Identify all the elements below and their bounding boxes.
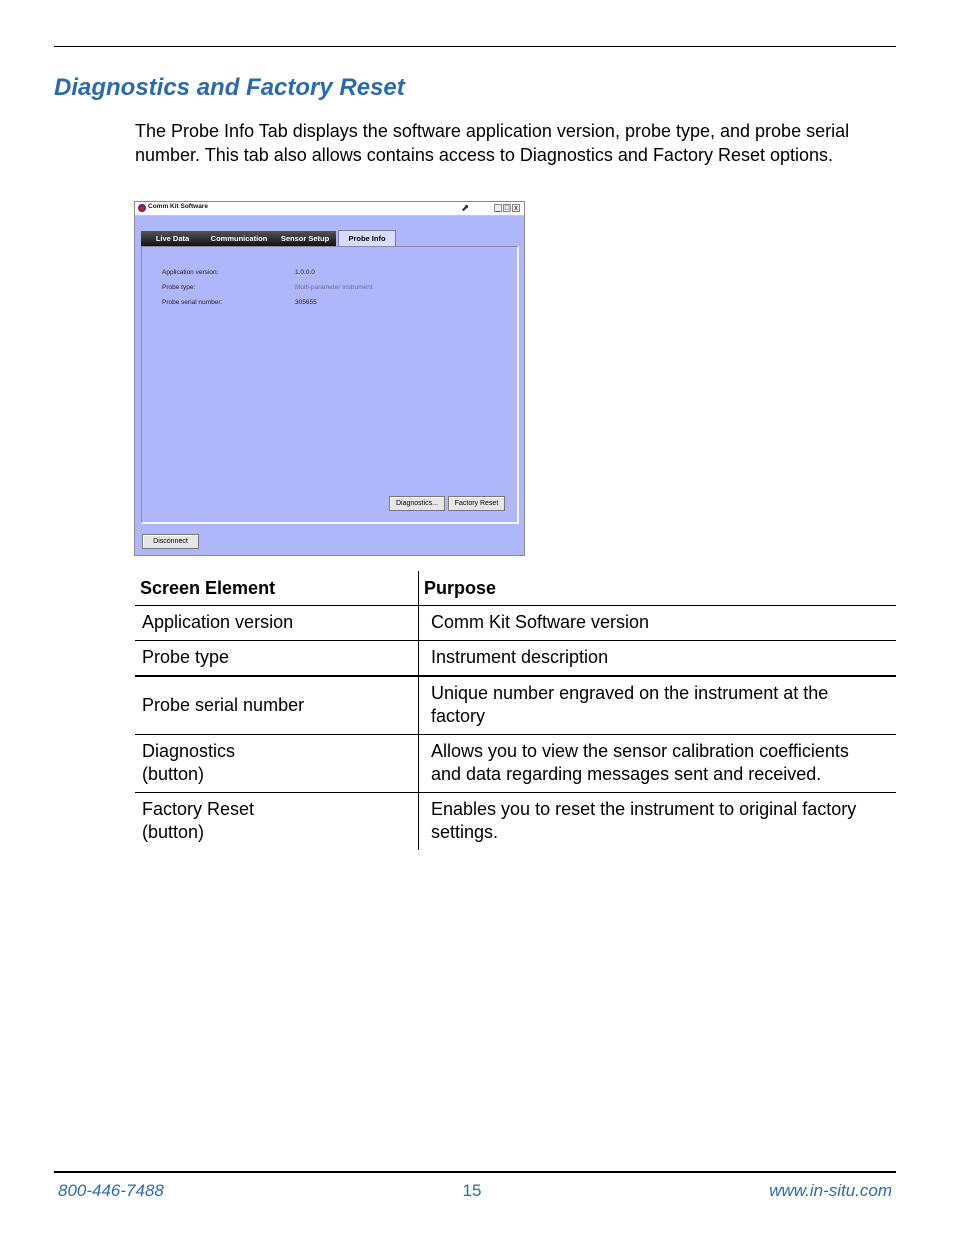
table-cell-purpose bbox=[419, 676, 897, 735]
cell-text: Application version bbox=[142, 612, 294, 632]
maximize-icon[interactable]: □ bbox=[504, 205, 510, 212]
cell-text: settings. bbox=[431, 822, 499, 842]
table-row bbox=[135, 676, 896, 735]
table-row bbox=[135, 735, 896, 793]
table-cell-purpose bbox=[419, 641, 897, 677]
probe-serial-value: 305655 bbox=[295, 299, 317, 306]
footer-phone: 800-446-7488 bbox=[58, 1181, 164, 1200]
tab-communication[interactable]: Communication bbox=[204, 231, 274, 246]
cell-text: Probe serial number bbox=[142, 694, 305, 715]
app-icon bbox=[138, 204, 146, 212]
application-version-label: Application version: bbox=[162, 269, 219, 276]
disconnect-button[interactable]: Disconnect bbox=[142, 534, 199, 549]
table-cell-element bbox=[135, 641, 419, 677]
table-cell-element bbox=[135, 606, 419, 641]
table-row bbox=[135, 606, 896, 641]
intro-paragraph: The Probe Info Tab displays the software application version, probe type, and probe serial number. This tab also allows contains access to Diagnostics and Factory Reset options. bbox=[135, 121, 850, 165]
table-cell-purpose bbox=[419, 793, 897, 851]
tab-probe-info[interactable]: Probe Info bbox=[338, 230, 396, 247]
cell-text: Unique number engraved on the instrument at the bbox=[431, 683, 829, 703]
application-version-value: 1.0.0.0 bbox=[295, 269, 315, 276]
table-row bbox=[135, 793, 896, 851]
diagnostics-button[interactable]: Diagnostics... bbox=[389, 496, 445, 511]
table-header-row bbox=[135, 571, 896, 606]
footer-website[interactable]: www.in-situ.com bbox=[769, 1181, 892, 1200]
cell-text: (button) bbox=[142, 822, 205, 842]
cell-text: Instrument description bbox=[431, 647, 609, 667]
table-cell-element bbox=[135, 676, 419, 735]
table-cell-purpose bbox=[419, 735, 897, 793]
cell-text: Diagnostics bbox=[142, 741, 236, 761]
tab-sensor-setup[interactable]: Sensor Setup bbox=[274, 231, 336, 246]
probe-type-value: Multi-parameter instrument bbox=[295, 284, 373, 291]
screen-element-table bbox=[135, 571, 896, 850]
cell-text: (button) bbox=[142, 764, 205, 784]
footer-rule bbox=[54, 1171, 896, 1173]
column-header-screen-element: Screen Element bbox=[135, 571, 419, 606]
cell-text: Probe type bbox=[142, 647, 230, 667]
comm-kit-window-screenshot bbox=[134, 201, 525, 556]
header-rule bbox=[54, 46, 896, 47]
page-number: 15 bbox=[462, 1181, 482, 1200]
section-heading: Diagnostics and Factory Reset bbox=[54, 74, 405, 101]
column-header-purpose: Purpose bbox=[419, 571, 897, 606]
cell-text: factory bbox=[431, 706, 486, 726]
probe-serial-label: Probe serial number: bbox=[162, 299, 223, 306]
tab-bar bbox=[141, 231, 397, 246]
cell-text: and data regarding messages sent and received. bbox=[431, 764, 822, 784]
minimize-icon[interactable]: _ bbox=[494, 204, 502, 212]
window-title: Comm Kit Software bbox=[148, 203, 208, 210]
table-cell-purpose bbox=[419, 606, 897, 641]
factory-reset-button[interactable]: Factory Reset bbox=[448, 496, 505, 511]
window-titlebar bbox=[135, 202, 524, 216]
table-cell-element bbox=[135, 793, 419, 851]
table-cell-element bbox=[135, 735, 419, 793]
cell-text: Allows you to view the sensor calibration coefficients bbox=[431, 741, 849, 761]
table-row bbox=[135, 641, 896, 677]
cell-text: Factory Reset bbox=[142, 799, 255, 819]
probe-type-label: Probe type: bbox=[162, 284, 196, 291]
cell-text: Enables you to reset the instrument to original factory bbox=[431, 799, 857, 819]
tab-live-data[interactable]: Live Data bbox=[141, 231, 204, 246]
close-icon[interactable]: x bbox=[512, 204, 520, 212]
mouse-cursor-icon: ⬈ bbox=[461, 203, 470, 214]
cell-text: Comm Kit Software version bbox=[431, 612, 650, 632]
